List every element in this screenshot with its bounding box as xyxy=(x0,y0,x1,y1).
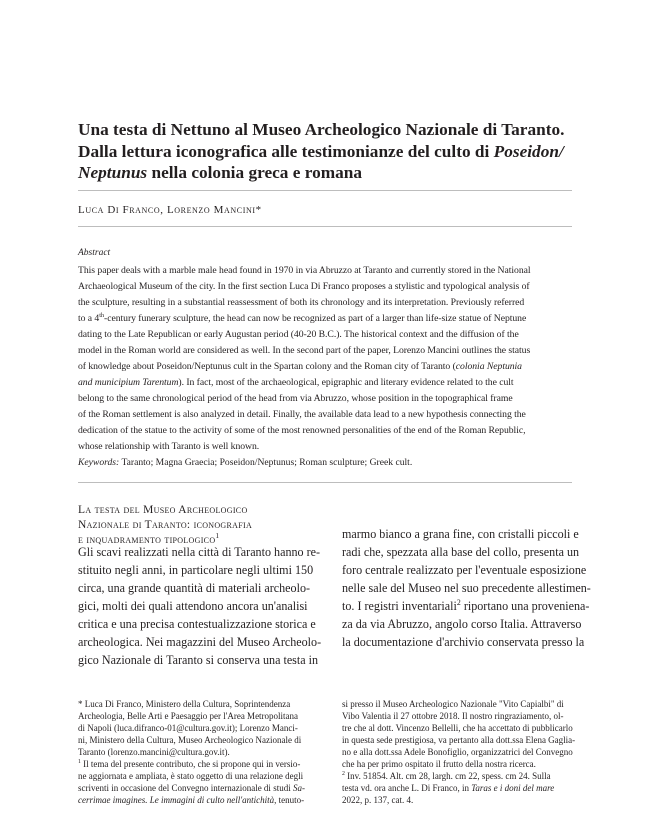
article-title xyxy=(78,119,588,184)
body-line: za da via Abruzzo, angolo corso Italia. Attraverso xyxy=(342,617,582,631)
abstract-line: of knowledge about Poseidon/Neptunus cult in the Spartan colony and the Roman city of Taranto (colonia Neptunia xyxy=(78,361,522,372)
body-line: to. I registri inventariali$^2$ riportano una proveniena- xyxy=(342,597,590,613)
author-footnote-marker: * xyxy=(255,204,262,216)
footnote-line: $^2$ Inv. 51854. Alt. cm 28, largh. cm 22, spess. cm 24. Sulla xyxy=(342,771,551,781)
footnote-line: 2022, p. 137, cat. 4. xyxy=(342,795,414,805)
footnote-line: tre che al dott. Vincenzo Bellelli, che ha accettato di pubblicarlo xyxy=(342,723,573,733)
footnote-line: in questa sede prestigiosa, va pertanto alla dott.ssa Elena Gaglia- xyxy=(342,735,576,745)
abstract-line: to a 4th-century funerary sculpture, the head can now be recognized as part of a larger than life-size statue of Neptune xyxy=(78,311,527,324)
abstract-line: and municipium Tarentum). In fact, most of the archaeological, epigraphic and literary evidence related to the cult xyxy=(78,377,514,388)
section-title-line: e inquadramento tipologico$^1$ xyxy=(78,531,220,546)
body-line: nelle sale del Museo nel suo precedente allestimen- xyxy=(342,581,591,595)
abstract-line: dedication of the statue to the activity of some of the most renowned personalities of the end of the Roman Republic, xyxy=(78,425,526,436)
section-title-line: Nazionale di Taranto: iconografia xyxy=(78,519,253,531)
abstract-line: Archaeological Museum of the city. In the first section Luca Di Franco proposes a stylistic and typological analysis of xyxy=(78,281,530,292)
body-line: stituito negli anni, in particolare negli ultimi 150 xyxy=(78,563,314,577)
abstract-heading: Abstract xyxy=(78,248,111,258)
footnote-line: testa vd. ora anche L. Di Franco, in Taras e i doni del mare xyxy=(342,783,555,793)
title-line-3: Neptunus nella colonia greca e romana xyxy=(78,163,363,182)
footnote-line: si presso il Museo Archeologico Nazionale "Vito Capialbi" di xyxy=(342,699,564,709)
footnote-line: ne aggiornata e ampliata, è stato oggetto di una relazione degli xyxy=(78,771,304,781)
body-line: la documentazione d'archivio conservata presso la xyxy=(342,635,585,649)
body-line: archeologica. Nei magazzini del Museo Archeolo- xyxy=(78,635,322,649)
section-title xyxy=(78,503,358,548)
abstract-line: dating to the Late Republican or early Augustan period (40-20 B.C.). The historical context and the diffusion of the xyxy=(78,329,519,340)
title-line-2: Dalla lettura iconografica alle testimonianze del culto di Poseidon/ xyxy=(78,141,564,161)
body-line: Gli scavi realizzati nella città di Taranto hanno re- xyxy=(78,545,321,559)
authors-divider xyxy=(78,226,572,227)
keywords-label: Keywords: xyxy=(78,457,120,468)
abstract-line: model in the Roman world are considered as well. In the second part of the paper, Lorenzo Mancini outlines the status xyxy=(78,345,531,356)
section-title-line: La testa del Museo Archeologico xyxy=(78,504,248,516)
footnote-line: Archeologia, Belle Arti e Paesaggio per l'Area Metropolitana xyxy=(78,711,299,721)
body-line: radi che, spezzata alla base del collo, presenta un xyxy=(342,545,580,559)
footnote-line: no e alla dott.ssa Adele Bonofiglio, organizzatrici del Convegno xyxy=(342,747,573,757)
keywords-text: Taranto; Magna Graecia; Poseidon/Neptunus; Roman sculpture; Greek cult. xyxy=(119,457,413,468)
body-line: marmo bianco a grana fine, con cristalli piccoli e xyxy=(342,527,579,541)
title-divider xyxy=(78,190,572,191)
body-line: gico Nazionale di Taranto si conserva una testa in xyxy=(78,653,319,667)
abstract-divider xyxy=(78,482,572,483)
title-line-1: Una testa di Nettuno al Museo Archeologico Nazionale di Taranto. xyxy=(78,120,565,139)
abstract-line: whose relationship with Taranto is well known. xyxy=(78,441,260,452)
abstract-line: belong to the same chronological period of the head from via Abruzzo, whose position in the topographical frame xyxy=(78,393,513,404)
footnote-line: che ha per primo ospitato il frutto della nostra ricerca. xyxy=(342,759,536,769)
abstract-line: of the Roman settlement is also analyzed in detail. Finally, the available data lead to a new hypothesis connecting the xyxy=(78,409,526,420)
footnote-line: scriventi in occasione del Convegno internazionale di studi Sa- xyxy=(78,783,305,793)
footnote-line: * Luca Di Franco, Ministero della Cultura, Soprintendenza xyxy=(78,699,291,709)
footnote-line: Taranto (lorenzo.mancini@cultura.gov.it). xyxy=(78,747,230,757)
body-line: critica e una precisa contestualizzazione storica e xyxy=(78,617,316,631)
footnote-line: $^1$ Il tema del presente contributo, che si propone qui in versio- xyxy=(78,759,301,769)
abstract-line: This paper deals with a marble male head found in 1970 in via Abruzzo at Taranto and currently stored in the National xyxy=(78,265,531,276)
footnote-line: Vibo Valentia il 27 ottobre 2018. Il nostro ringraziamento, ol- xyxy=(342,711,564,721)
footnote-line: ni, Ministero della Cultura, Museo Archeologico Nazionale di xyxy=(78,735,302,745)
body-line: gici, molti dei quali attendono ancora un'analisi xyxy=(78,599,308,613)
body-line: circa, una grande quantità di materiali archeolo- xyxy=(78,581,311,595)
abstract-line: the sculpture, resulting in a substantial reassessment of both its chronology and its interpretation. Previously referred xyxy=(78,297,525,308)
keywords-line xyxy=(78,457,412,468)
author-names: Luca Di Franco, Lorenzo Mancini xyxy=(78,204,256,216)
footnote-line: di Napoli (luca.difranco-01@cultura.gov.it); Lorenzo Manci- xyxy=(78,723,298,733)
footnote-line: cerrimae imagines. Le immagini di culto nell'antichità, tenuto- xyxy=(78,795,305,805)
body-line: foro centrale realizzato per l'eventuale esposizione xyxy=(342,563,587,577)
authors-line xyxy=(78,204,262,216)
